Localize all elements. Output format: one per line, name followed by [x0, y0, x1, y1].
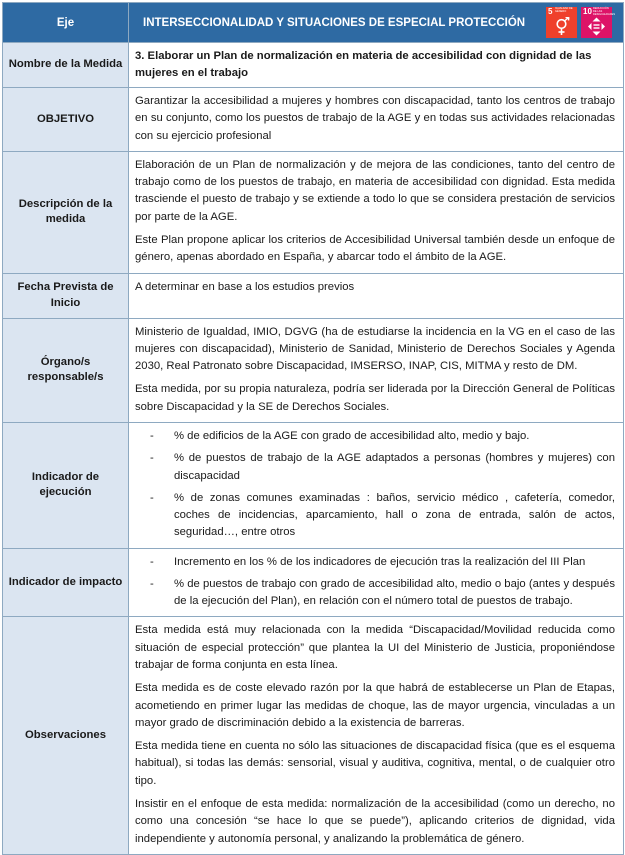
organo-row: [3, 318, 624, 422]
list-item: - % de edificios de la AGE con grado de accesibilidad alto, medio y bajo.: [150, 428, 615, 445]
observaciones-row: [3, 617, 624, 854]
sdg-5-badge: [546, 7, 577, 38]
descripcion-row: [3, 151, 624, 273]
measure-sheet-table: [2, 2, 624, 855]
sdg-10-badge: [581, 7, 612, 38]
axis-title: INTERSECCIONALIDAD Y SITUACIONES DE ESPECIAL PROTECCIÓN: [143, 17, 525, 29]
organo-paragraph: Ministerio de Igualdad, IMIO, DGVG (ha de estudiarse la incidencia en la VG en el caso de las mujeres con discapacidad), Ministerio de Sanidad, Ministerio de Derechos Sociales y Agenda 2030, Real Patronato sobre Discapacidad, IMSERSO, INAP, CIS, MITMA y resto de DM.: [135, 324, 615, 376]
list-item: - % de puestos de trabajo de la AGE adaptados a personas (hombres y mujeres) con discapacidad: [150, 450, 615, 485]
list-item: - % de zonas comunes examinadas : baños, servicio médico , cafetería, comedor, coches de incidencias, aparcamiento, hall o zona de entrada, salón de actos, seguridad…, entre otros: [150, 490, 615, 542]
nombre-value: 3. Elaborar un Plan de normalización en materia de accesibilidad con dignidad de las mujeres en el trabajo: [129, 43, 624, 88]
indicador-ejecucion-row: [3, 422, 624, 548]
indicador-ejecucion-label: Indicador de ejecución: [3, 422, 129, 548]
nombre-label: Nombre de la Medida: [3, 43, 129, 88]
indicador-impacto-label: Indicador de impacto: [3, 548, 129, 617]
observaciones-paragraph: Esta medida está muy relacionada con la medida “Discapacidad/Movilidad reducida como situación de especial protección” que plantea la UI del Ministerio de Justicia, proponiéndose trabajar de forma conjunta en esta línea.: [135, 622, 615, 674]
observaciones-paragraph: Insistir en el enfoque de esta medida: normalización de la accesibilidad (como un derecho, no como una concesión “se hace lo que se puede”), aplicando criterios de dignidad, vida independiente y autonomía personal, y analizando la problemática de género.: [135, 796, 615, 848]
indicador-impacto-list: [135, 554, 615, 611]
observaciones-paragraph: Esta medida tiene en cuenta no sólo las situaciones de discapacidad física (que es el esquema habitual), si todas las demás: sensorial, visual y auditiva, cognitiva, mental, o de cualquier otro tipo.: [135, 738, 615, 790]
sdg-5-caption: IGUALDAD DE GÉNERO: [555, 8, 576, 14]
indicador-ejecucion-list: [135, 428, 615, 542]
indicador-impacto-row: [3, 548, 624, 617]
sdg-5-number: 5: [548, 8, 552, 16]
indicador-ejecucion-value: [129, 422, 624, 548]
observaciones-label: Observaciones: [3, 617, 129, 854]
sdg-10-number: 10: [583, 8, 592, 16]
organo-value: [129, 318, 624, 422]
list-item: - Incremento en los % de los indicadores de ejecución tras la realización del III Plan: [150, 554, 615, 571]
organo-paragraph: Esta medida, por su propia naturaleza, podría ser liderada por la Dirección General de Políticas sobre Discapacidad y la SE de Derechos Sociales.: [135, 381, 615, 416]
descripcion-paragraph: Este Plan propone aplicar los criterios de Accesibilidad Universal también desde un enfoque de género, apenas abordado en España, y abarcar todo el ámbito de la AGE.: [135, 232, 615, 267]
fecha-value: A determinar en base a los estudios previos: [129, 273, 624, 318]
objetivo-row: [3, 88, 624, 152]
fecha-row: [3, 273, 624, 318]
list-item: - % de puestos de trabajo con grado de accesibilidad alto, medio o bajo (antes y después de la ejecución del Plan), en relación con el número total de puestos de trabajo.: [150, 576, 615, 611]
gender-equality-icon: [553, 17, 570, 36]
eje-header: Eje: [3, 3, 129, 43]
header-row: [3, 3, 624, 43]
reduced-inequalities-icon: [588, 17, 605, 36]
descripcion-value: [129, 151, 624, 273]
nombre-row: [3, 43, 624, 88]
objetivo-value: Garantizar la accesibilidad a mujeres y hombres con discapacidad, tanto los centros de trabajo en su conjunto, como los puestos de trabajo de la AGE y en todas sus actividades relacionadas con su ejercicio profesional: [129, 88, 624, 152]
observaciones-value: [129, 617, 624, 854]
objetivo-label: OBJETIVO: [3, 88, 129, 152]
descripcion-paragraph: Elaboración de un Plan de normalización y de mejora de las condiciones, tanto del centro de trabajo como de los puestos de trabajo, en materia de accesibilidad con dignidad. Esta medida trasciende el puesto de trabajo y se extiende a todo lo que se considera prestación de servicios por parte de la AGE.: [135, 157, 615, 226]
indicador-impacto-value: [129, 548, 624, 617]
sdg-10-caption: REDUCCIÓN DE LAS DESIGUALDADES: [593, 8, 611, 17]
organo-label: Órgano/s responsable/s: [3, 318, 129, 422]
descripcion-label: Descripción de la medida: [3, 151, 129, 273]
axis-title-header: [129, 3, 624, 43]
fecha-label: Fecha Prevista de Inicio: [3, 273, 129, 318]
observaciones-paragraph: Esta medida es de coste elevado razón por la que habrá de establecerse un Plan de Etapas, acometiendo en primer lugar las medidas de choque, las de mayor urgencia, vinculadas a un mayor grado de discriminación debido a la existencia de barreras.: [135, 680, 615, 732]
